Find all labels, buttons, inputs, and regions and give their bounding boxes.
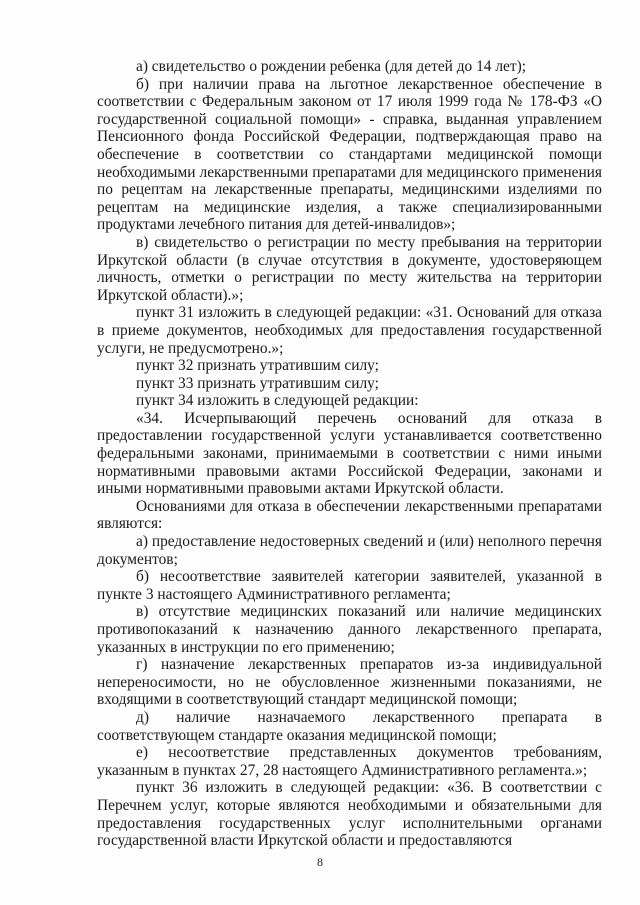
paragraph-6: пункт 33 признать утратившим силу; bbox=[136, 374, 379, 392]
paragraph-15: е) несоответствие представленных документов требованиям, указанным в пунктах 27, 28 настоящего Административного регламента.»; bbox=[97, 744, 602, 779]
document-body bbox=[97, 58, 602, 850]
paragraph-12: в) отсутствие медицинских показаний или наличие медицинских противопоказаний к назначению данного лекарственного препарата, указанных в инструкции по его применению; bbox=[97, 603, 602, 656]
paragraph-2: б) при наличии права на льготное лекарственное обеспечение в соответствии с Федеральным законом от 17 июля 1999 года № 178-ФЗ «О государственной социальной помощи» - справка, выданная управлением Пенсионного фонда Российской Федерации, подтверждающая право на обеспечение в соответствии со стандартами медицинской помощи необходимыми лекарственными препаратами для медицинского применения по рецептам на лекарственные препараты, медицинскими изделиями по рецептам на медицинские изделия, а также специализированными продуктами лечебного питания для детей-инвалидов»; bbox=[97, 75, 602, 234]
paragraph-11: б) несоответствие заявителей категории заявителей, указанной в пункте 3 настоящего Административного регламента; bbox=[97, 568, 602, 603]
paragraph-5: пункт 32 признать утратившим силу; bbox=[136, 357, 379, 375]
page-number: 8 bbox=[317, 855, 323, 869]
paragraph-8: «34. Исчерпывающий перечень оснований для отказа в предоставлении государственной услуги устанавливается соответственно федеральными законами, принимаемыми в соответствии с ними иными нормативными правовыми актами Российской Федерации, законами и иными нормативными правовыми актами Иркутской области. bbox=[97, 409, 602, 498]
paragraph-1: а) свидетельство о рождении ребенка (для детей до 14 лет); bbox=[136, 58, 526, 75]
paragraph-7: пункт 34 изложить в следующей редакции: bbox=[136, 392, 419, 410]
paragraph-9: Основаниями для отказа в обеспечении лекарственными препаратами являются: bbox=[97, 497, 602, 533]
paragraph-10: а) предоставление недостоверных сведений и (или) неполного перечня документов; bbox=[97, 533, 602, 568]
paragraph-16: пункт 36 изложить в следующей редакции: «36. В соответствии с Перечнем услуг, которые являются необходимыми и обязательными для предоставления государственных услуг исполнительными органами государственной власти Иркутской области и предоставляются bbox=[97, 779, 602, 850]
paragraph-13: г) назначение лекарственных препаратов из-за индивидуальной непереносимости, но не обусловленное жизненными показаниями, не входящими в соответствующий стандарт медицинской помощи; bbox=[97, 656, 602, 709]
paragraph-4: пункт 31 изложить в следующей редакции: «31. Оснований для отказа в приеме документов, необходимых для предоставления государственной услуги, не предусмотрено.»; bbox=[97, 304, 602, 357]
paragraph-14: д) наличие назначаемого лекарственного препарата в соответствующем стандарте оказания медицинской помощи; bbox=[97, 708, 602, 744]
paragraph-3: в) свидетельство о регистрации по месту пребывания на территории Иркутской области (в случае отсутствия в документе, удостоверяющем личность, отметки о регистрации по месту жительства на территории Иркутской области).»; bbox=[97, 233, 602, 304]
